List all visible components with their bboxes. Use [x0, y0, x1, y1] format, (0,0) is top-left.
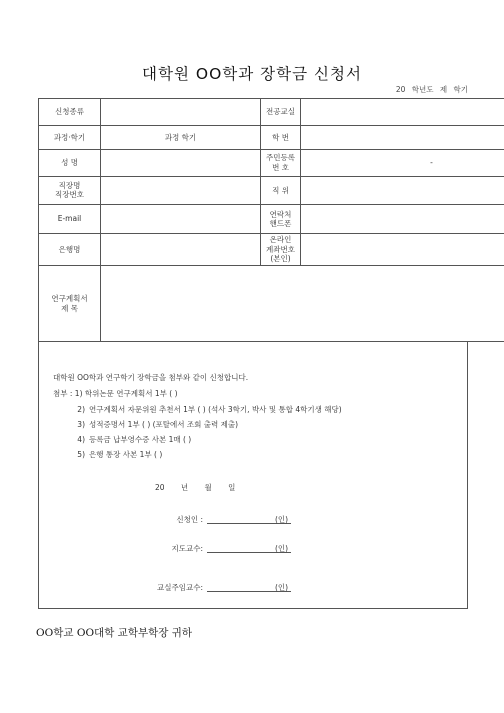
row-name — [39, 150, 504, 177]
attachment-4: 4) 등록금 납부영수증 사본 1매 ( ) — [77, 435, 192, 444]
field-email[interactable] — [101, 205, 261, 234]
label-contact: 연락처 핸드폰 — [261, 205, 301, 234]
label-position: 직 위 — [261, 176, 301, 205]
label-major-room: 전공교실 — [261, 99, 301, 126]
row-bank — [39, 233, 504, 266]
label-online-account: 온라인 계좌번호 (본인) — [261, 233, 301, 266]
row-course — [39, 125, 504, 150]
field-major-room[interactable] — [301, 99, 504, 126]
field-name[interactable] — [101, 150, 261, 177]
label-name: 성 명 — [39, 150, 101, 177]
label-email: E-mail — [39, 205, 101, 234]
field-research-plan[interactable] — [101, 266, 504, 342]
field-course-semester[interactable]: 과정 학기 — [101, 125, 261, 150]
field-work[interactable] — [101, 176, 261, 205]
label-apply-type: 신청종류 — [39, 99, 101, 126]
label-research-plan: 연구계획서 제 목 — [39, 266, 101, 342]
field-apply-type[interactable] — [101, 99, 261, 126]
field-bank[interactable] — [101, 233, 261, 266]
field-contact[interactable] — [301, 205, 504, 234]
attachment-5: 5) 은행 통장 사본 1부 ( ) — [77, 450, 163, 459]
row-email — [39, 205, 504, 234]
label-student-no: 학 번 — [261, 125, 301, 150]
row-apply-type — [39, 99, 504, 126]
field-position[interactable] — [301, 176, 504, 205]
semester-line: 20 학년도 제 학기 — [395, 85, 468, 94]
application-statement-box: 대학원 OO학과 연구학기 장학금을 첨부와 같이 신청합니다. 첨부 : 1) 학위논문 연구계획서 1부 ( ) 2) 연구계획서 자문위원 추천서 1부 ( ) (석사 3학기, 박사 및 통합 4학기생 해당) 3) 성적증명서 1부 ( ) (포탈에서 조회 출력 제출) 4) 등록금 납부영수증 사본 1매 ( ) 5) 은행 통장 사본 1부 ( ) 20 년 월 일 신청인 : (인) 지도교수: (인) 교실주임교수: (인) — [38, 342, 468, 609]
field-student-no[interactable] — [301, 125, 504, 150]
attachment-1: 첨부 : 1) 학위논문 연구계획서 1부 ( ) — [53, 389, 178, 398]
attachment-2: 2) 연구계획서 자문위원 추천서 1부 ( ) (석사 3학기, 박사 및 통합 4학기생 해당) — [77, 405, 342, 414]
addressee-footer: OO학교 OO대학 교학부학장 귀하 — [36, 627, 193, 639]
row-research-plan — [39, 266, 504, 342]
date-line: 20 년 월 일 — [155, 483, 236, 492]
label-resident-no: 주민등록 번 호 — [261, 150, 301, 177]
row-work — [39, 176, 504, 205]
field-resident-no[interactable]: - — [301, 150, 504, 177]
label-work: 직장명 직장번호 — [39, 176, 101, 205]
intro-text: 대학원 OO학과 연구학기 장학금을 첨부와 같이 신청합니다. — [53, 373, 249, 382]
label-course-semester: 과정·학기 — [39, 125, 101, 150]
field-online-account[interactable] — [301, 233, 504, 266]
page-title: 대학원 OO학과 장학금 신청서 — [142, 65, 362, 83]
application-form-table — [38, 98, 504, 342]
attachment-3: 3) 성적증명서 1부 ( ) (포탈에서 조회 출력 제출) — [77, 420, 239, 429]
label-bank: 은행명 — [39, 233, 101, 266]
attach-label: 첨부 : — [53, 389, 73, 398]
